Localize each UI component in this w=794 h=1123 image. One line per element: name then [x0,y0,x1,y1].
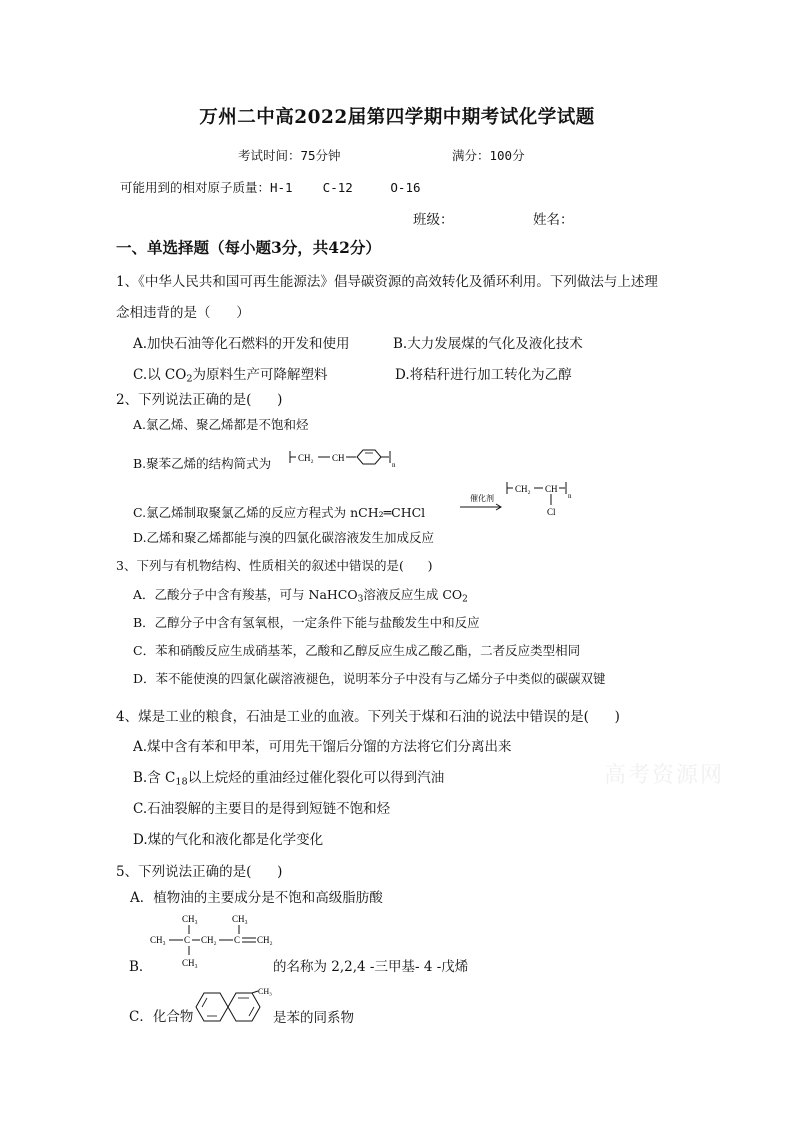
q4-option-a: A.煤中含有苯和甲苯，可用先干馏后分馏的方法将它们分离出来 [133,739,512,755]
q1-stem-line2: 念相违背的是（ ） [116,305,250,321]
q3-option-d: D．苯不能使溴的四氯化碳溶液褪色，说明苯分子中没有与乙烯分子中类似的碳碳双键 [133,671,606,686]
q4-option-b: B.含 $C_{18}$以上烷烃的重油经过催化裂化可以得到汽油 [133,770,445,788]
q4-option-c: C.石油裂解的主要目的是得到短链不饱和烃 [133,801,391,817]
exam-time: 考试时间：75分钟 [238,148,341,163]
page-title: 万州二中高2022届第四学期中期考试化学试题 [199,107,595,128]
q1-option-c: C.以 $CO_2$为原料生产可降解塑料 [133,367,328,385]
svg-text:CH₂: CH₂ [515,484,531,494]
q4-option-d: D.煤的气化和液化都是化学变化 [133,832,324,848]
q3-option-b: B．乙醇分子中含有氢氧根，一定条件下能与盐酸发生中和反应 [133,615,480,630]
svg-text:Cl: Cl [547,507,556,517]
q2-option-d: D.乙烯和聚乙烯都能与溴的四氯化碳溶液发生加成反应 [133,530,435,545]
svg-text:C: C [234,935,241,945]
atomic-mass-info: 可能用到的相对原子质量：H-1 C-12 O-16 [120,180,421,195]
q1-option-a: A.加快石油等化石燃料的开发和使用 [133,336,350,352]
q1-stem-line1: 1、《中华人民共和国可再生能源法》倡导碳资源的高效转化及循环利用。下列做法与上述理 [116,274,658,290]
pvc-structure [503,478,583,520]
name-label: 姓名： [533,212,574,228]
q3-option-c: C．苯和硝酸反应生成硝基苯，乙酸和乙醇反应生成乙酸乙酯，二者反应类型相同 [133,643,581,658]
polystyrene-structure [286,446,406,474]
q1-option-b: B.大力发展煤的气化及液化技术 [393,336,583,352]
q2-option-c: C.氯乙烯制取聚氯乙烯的反应方程式为 nCH₂═CHCl [133,505,426,520]
q5-option-b-label: B． [129,959,153,975]
svg-text:CH₃: CH₃ [182,958,198,968]
q3-stem: 3、下列与有机物结构、性质相关的叙述中错误的是( ) [116,558,433,573]
q5-option-c-text: 是苯的同系物 [273,1010,354,1026]
svg-text:CH₂: CH₂ [257,935,273,945]
q5-option-c-label: C．化合物 [129,1009,194,1025]
svg-text:n: n [392,461,396,469]
q2-option-a: A.氯乙烯、聚乙烯都是不饱和烃 [133,417,309,432]
svg-text:CH₃: CH₃ [182,914,198,924]
full-score: 满分：100分 [452,148,525,163]
q1-option-d: D.将秸秆进行加工转化为乙醇 [395,367,572,383]
catalyst-arrow [458,492,506,514]
q5-stem: 5、下列说法正确的是( ) [116,864,283,880]
q2-stem: 2、下列说法正确的是( ) [116,392,283,408]
watermark: 高考资源网 [604,763,725,788]
svg-text:CH: CH [545,484,558,494]
q4-stem: 4、煤是工业的粮食，石油是工业的血液。下列关于煤和石油的说法中错误的是( ) [116,709,620,725]
svg-text:n: n [568,492,572,500]
svg-text:CH₃: CH₃ [258,987,272,996]
svg-text:催化剂: 催化剂 [470,494,494,503]
svg-text:C: C [184,935,191,945]
svg-text:CH₃: CH₃ [150,935,166,945]
svg-text:CH₃: CH₃ [232,914,248,924]
q5-option-b-text: 的名称为 2,2,4 -三甲基- 4 -戊烯 [273,959,469,975]
svg-text:CH₂: CH₂ [201,935,217,945]
svg-text:CH: CH [332,453,345,463]
section-title: 一、单选择题（每小题3分，共42分） [116,238,381,257]
q5-structure-b [148,908,278,972]
q2-option-b: B.聚苯乙烯的结构简式为 [133,456,272,471]
q5-option-a: A．植物油的主要成分是不饱和高级脂肪酸 [130,890,383,906]
q3-option-a: A．乙酸分子中含有羧基，可与 NaHCO$_3$溶液反应生成 $CO_2$ [133,587,468,605]
methylnaphthalene-structure [192,985,274,1029]
svg-text:CH₂: CH₂ [298,453,314,463]
class-label: 班级： [413,212,454,228]
